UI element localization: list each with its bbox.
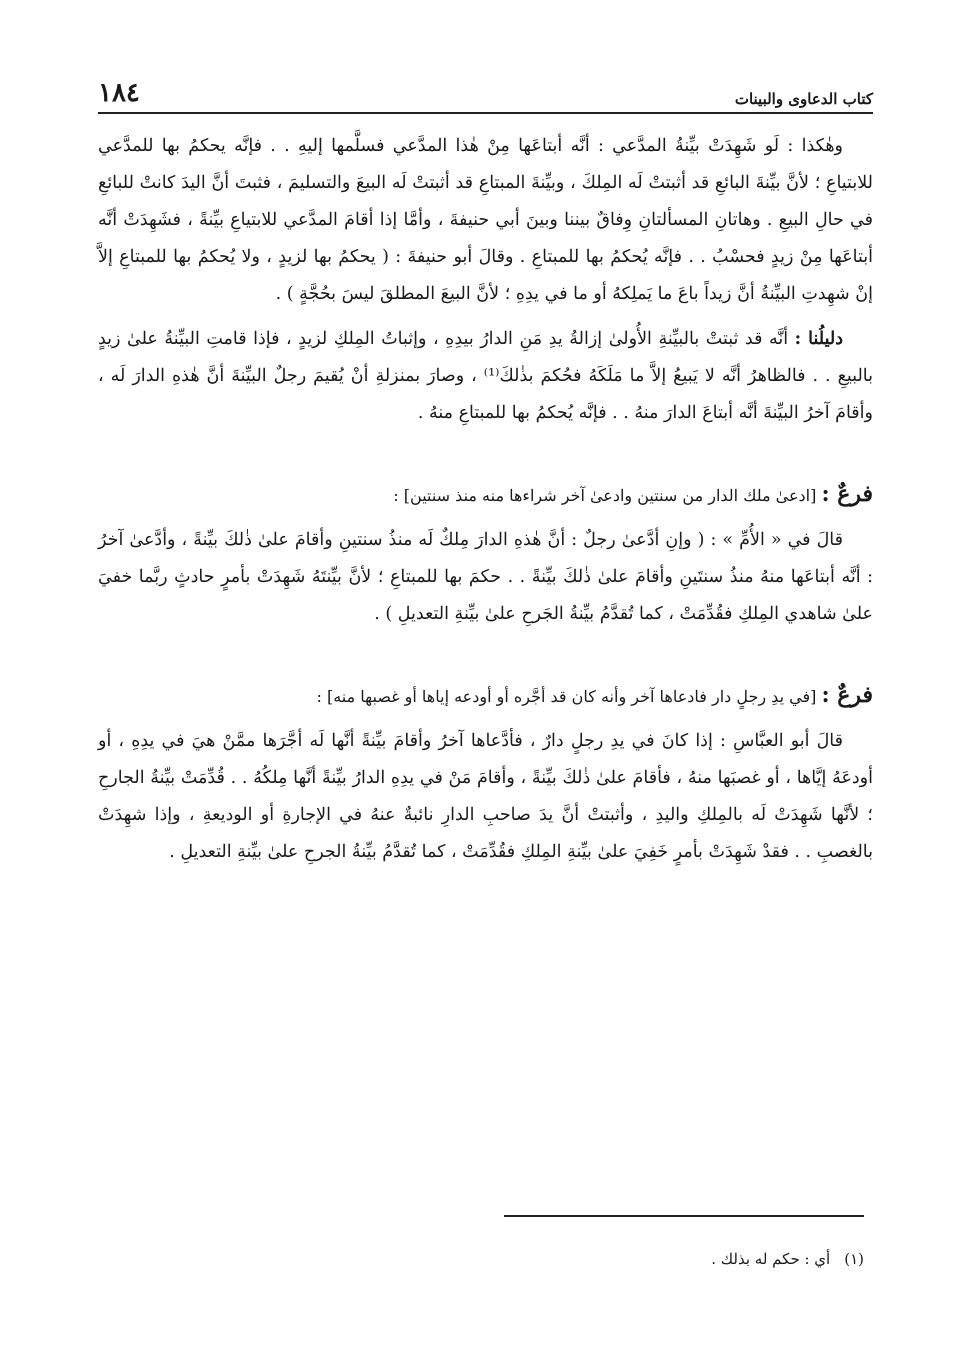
branch-heading: [98, 476, 873, 514]
paragraph: [98, 128, 873, 313]
branch-heading: [98, 677, 873, 715]
paragraph-text: قالَ في « الأُمِّ » : ( وإنِ أدَّعىٰ رجلٌ : أنَّ هٰذهِ الدارَ مِلكٌ لَه منذُ سنتينِ وأقامَ علىٰ ذٰلكَ بيِّنةً ، وأدَّعىٰ آخرُ : أنَّه أبتاعَها منهُ منذُ سنتَينِ وأقامَ علىٰ ذٰلكَ بيِّنةً . . حكمَ بها للمبتاعِ ؛ لأنَّ بيِّنتَهُ شَهِدَتْ بأمرٍ حادثٍ ربَّما خفيَ علىٰ شاهدي المِلكِ فقُدِّمَتْ ، كما تُقدَّمُ بيِّنةُ الجَرحِ علىٰ بيِّنةِ التعديلِ ) .: [98, 530, 873, 624]
paragraph: [98, 723, 873, 871]
paragraph-text: أنَّه قد ثبتتْ بالبيِّنةِ الأُولىٰ إزالةُ يدِ مَنِ الدارُ بيدِهِ ، وإثباتُ المِلكِ لزيدٍ ، فإذا قامتِ البيِّنةُ علىٰ زيدٍ بالبيعِ . . فالظاهرُ أنَّه لا يَبيعُ إلاَّ ما مَلَكَهُ فحُكمَ بذٰلكَ⁽¹⁾ ، وصارَ بمنزلةِ أنْ يُقيمَ رجلٌ البيِّنةَ أنَّ هٰذهِ الدارَ لَه ، وأقامَ آخرُ البيِّنةَ أنَّه أبتاعَ الدارَ منهُ . . فإنَّه يُحكمُ بها للمبتاعِ منهُ .: [98, 329, 873, 423]
branch-label: فرعٌ :: [821, 682, 873, 708]
paragraph-text: قالَ أبو العبَّاسِ : إذا كانَ في يدِ رجلٍ دارٌ ، فأدَّعاها آخرُ وأقامَ بيِّنةً أنَّها لَه أجَّرَها ممَّنْ هيَ في يدِهِ ، أو أودعَهُ إيَّاها ، أو غصبَها منهُ ، فأقامَ علىٰ ذٰلكَ بيِّنةً ، وأقامَ مَنْ في يدِهِ الدارُ بيِّنةً أنَّها مِلكُهُ . . قُدِّمَتْ بيِّنةُ الجارحِ ؛ لأنَّها شَهِدَتْ لَه بالمِلكِ واليدِ ، وأثبتتْ أنَّ يدَ صاحبِ الدارِ نائبةٌ عنهُ في الإجارةِ أو الوديعةِ ، وإذا شهِدَتْ بالغصبِ . . فقدْ شَهِدَتْ بأمرٍ خَفِيَ علىٰ بيِّنةِ المِلكِ فقُدِّمَتْ ، كما تُقدَّمُ بيِّنةُ الجرحِ علىٰ بيِّنةِ التعديلِ .: [98, 731, 873, 862]
branch-title: [ادعىٰ ملك الدار من سنتين وادعىٰ آخر شراءها منه منذ سنتين] :: [393, 486, 817, 505]
body-text: [98, 128, 873, 871]
footnote-text: أي : حكم له بذلك .: [711, 1250, 831, 1268]
paragraph: [98, 321, 873, 432]
paragraph-lead: دليلُنا :: [794, 329, 843, 349]
page-header: [98, 70, 873, 114]
running-title: كتاب الدعاوى والبينات: [734, 90, 873, 108]
page: [98, 70, 873, 879]
paragraph-text: وهٰكذا : لَو شَهِدَتْ بيِّنةُ المدَّعي : أنَّه أبتاعَها مِنْ هٰذا المدَّعي فسلَّمها إليهِ . . فإنَّه يحكمُ بها للمدَّعي للابتياعِ ؛ لأنَّ بيِّنةَ البائعِ قد أثبتتْ لَه المِلكَ ، وبيِّنةَ المبتاعِ قد أثبتتْ لَه البيعَ والتسليمَ ، فثبتَ أنَّ اليدَ كانتْ للبائعِ في حالِ البيعِ . وهاتانِ المسألتانِ وِفاقٌ بيننا وبينَ أبي حنيفةَ ، وأمَّا إذا أقامَ المدَّعي للابتياعِ بيِّنةً ، فشَهِدَتْ أنَّه أبتاعَها مِنْ زيدٍ فحسْبُ . . فإنَّه يُحكمُ بها للمبتاعِ . وقالَ أبو حنيفةَ : ( يحكمُ بها لزيدٍ ، ولا يُحكمُ بها للمبتاعِ إلاَّ إنْ شهِدتِ البيِّنةُ أنَّ زيداً باعَ ما يَملِكهُ أو ما في يدِهِ ؛ لأنَّ البيعَ المطلقَ ليسَ بحُجَّةٍ ) .: [98, 136, 873, 304]
footnote-divider: [504, 1215, 864, 1217]
page-number: ١٨٤: [98, 78, 140, 108]
branch-title: [في يدِ رجلٍ دار فادعاها آخر وأنه كان قد أجَّره أو أودعه إياها أو غصبها منه] :: [316, 687, 817, 706]
footnote-marker: (١): [844, 1250, 864, 1268]
branch-label: فرعٌ :: [821, 481, 873, 507]
footnote: [711, 1250, 864, 1268]
paragraph: [98, 522, 873, 633]
